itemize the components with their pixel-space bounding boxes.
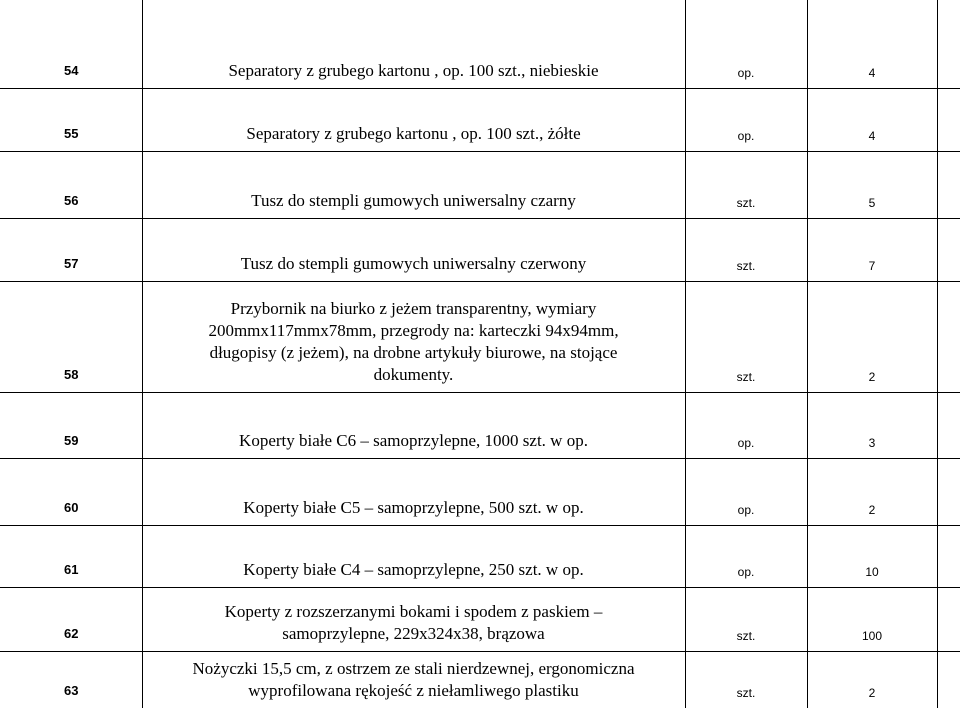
item-description bbox=[142, 587, 685, 651]
item-quantity: 3 bbox=[807, 392, 937, 458]
table-row bbox=[0, 587, 960, 651]
item-unit: szt. bbox=[685, 151, 807, 218]
item-unit: szt. bbox=[685, 281, 807, 392]
row-number: 56 bbox=[0, 151, 142, 218]
table-row bbox=[0, 218, 960, 281]
table-row bbox=[0, 88, 960, 151]
item-description: Separatory z grubego kartonu , op. 100 szt., niebieskie bbox=[142, 0, 685, 88]
description-line: wyprofilowana rękojeść z niełamliwego plastiku bbox=[248, 681, 579, 700]
empty-cell bbox=[937, 281, 960, 392]
table-row bbox=[0, 458, 960, 525]
table-row bbox=[0, 392, 960, 458]
table-row bbox=[0, 151, 960, 218]
empty-cell bbox=[937, 88, 960, 151]
row-number: 60 bbox=[0, 458, 142, 525]
item-description: Koperty białe C4 – samoprzylepne, 250 szt. w op. bbox=[142, 525, 685, 587]
item-unit: op. bbox=[685, 0, 807, 88]
item-quantity: 4 bbox=[807, 88, 937, 151]
item-description: Tusz do stempli gumowych uniwersalny czarny bbox=[142, 151, 685, 218]
item-quantity: 10 bbox=[807, 525, 937, 587]
empty-cell bbox=[937, 151, 960, 218]
item-description: Koperty białe C5 – samoprzylepne, 500 szt. w op. bbox=[142, 458, 685, 525]
empty-cell bbox=[937, 525, 960, 587]
table-row bbox=[0, 651, 960, 708]
row-number: 63 bbox=[0, 651, 142, 708]
item-description: Separatory z grubego kartonu , op. 100 szt., żółte bbox=[142, 88, 685, 151]
item-unit: op. bbox=[685, 525, 807, 587]
item-quantity: 100 bbox=[807, 587, 937, 651]
empty-cell bbox=[937, 587, 960, 651]
item-description: Koperty białe C6 – samoprzylepne, 1000 szt. w op. bbox=[142, 392, 685, 458]
item-description: Tusz do stempli gumowych uniwersalny czerwony bbox=[142, 218, 685, 281]
item-unit: op. bbox=[685, 458, 807, 525]
row-number: 57 bbox=[0, 218, 142, 281]
item-quantity: 2 bbox=[807, 458, 937, 525]
item-unit: szt. bbox=[685, 651, 807, 708]
row-number: 62 bbox=[0, 587, 142, 651]
description-line: długopisy (z jeżem), na drobne artykuły biurowe, na stojące bbox=[209, 342, 618, 362]
item-quantity: 2 bbox=[807, 651, 937, 708]
item-unit: szt. bbox=[685, 218, 807, 281]
row-number: 61 bbox=[0, 525, 142, 587]
item-quantity: 2 bbox=[807, 281, 937, 392]
description-line: Nożyczki 15,5 cm, z ostrzem ze stali nierdzewnej, ergonomiczna bbox=[192, 659, 635, 678]
empty-cell bbox=[937, 218, 960, 281]
item-unit: szt. bbox=[685, 587, 807, 651]
table-row bbox=[0, 281, 960, 392]
description-line: dokumenty. bbox=[373, 364, 454, 384]
empty-cell bbox=[937, 0, 960, 88]
empty-cell bbox=[937, 651, 960, 708]
description-line: samoprzylepne, 229x324x38, brązowa bbox=[282, 623, 545, 643]
row-number: 59 bbox=[0, 392, 142, 458]
item-quantity: 5 bbox=[807, 151, 937, 218]
item-unit: op. bbox=[685, 392, 807, 458]
description-line: Koperty z rozszerzanymi bokami i spodem z paskiem – bbox=[224, 601, 603, 621]
description-line: Przybornik na biurko z jeżem transparentny, wymiary bbox=[230, 298, 597, 318]
empty-cell bbox=[937, 392, 960, 458]
item-quantity: 4 bbox=[807, 0, 937, 88]
empty-cell bbox=[937, 458, 960, 525]
row-number: 58 bbox=[0, 281, 142, 392]
item-description bbox=[142, 281, 685, 392]
row-number: 54 bbox=[0, 0, 142, 88]
item-quantity: 7 bbox=[807, 218, 937, 281]
item-description bbox=[142, 651, 685, 708]
row-number: 55 bbox=[0, 88, 142, 151]
table-row bbox=[0, 525, 960, 587]
description-line: 200mmx117mmx78mm, przegrody na: karteczki 94x94mm, bbox=[208, 320, 619, 340]
table-row bbox=[0, 0, 960, 88]
item-unit: op. bbox=[685, 88, 807, 151]
